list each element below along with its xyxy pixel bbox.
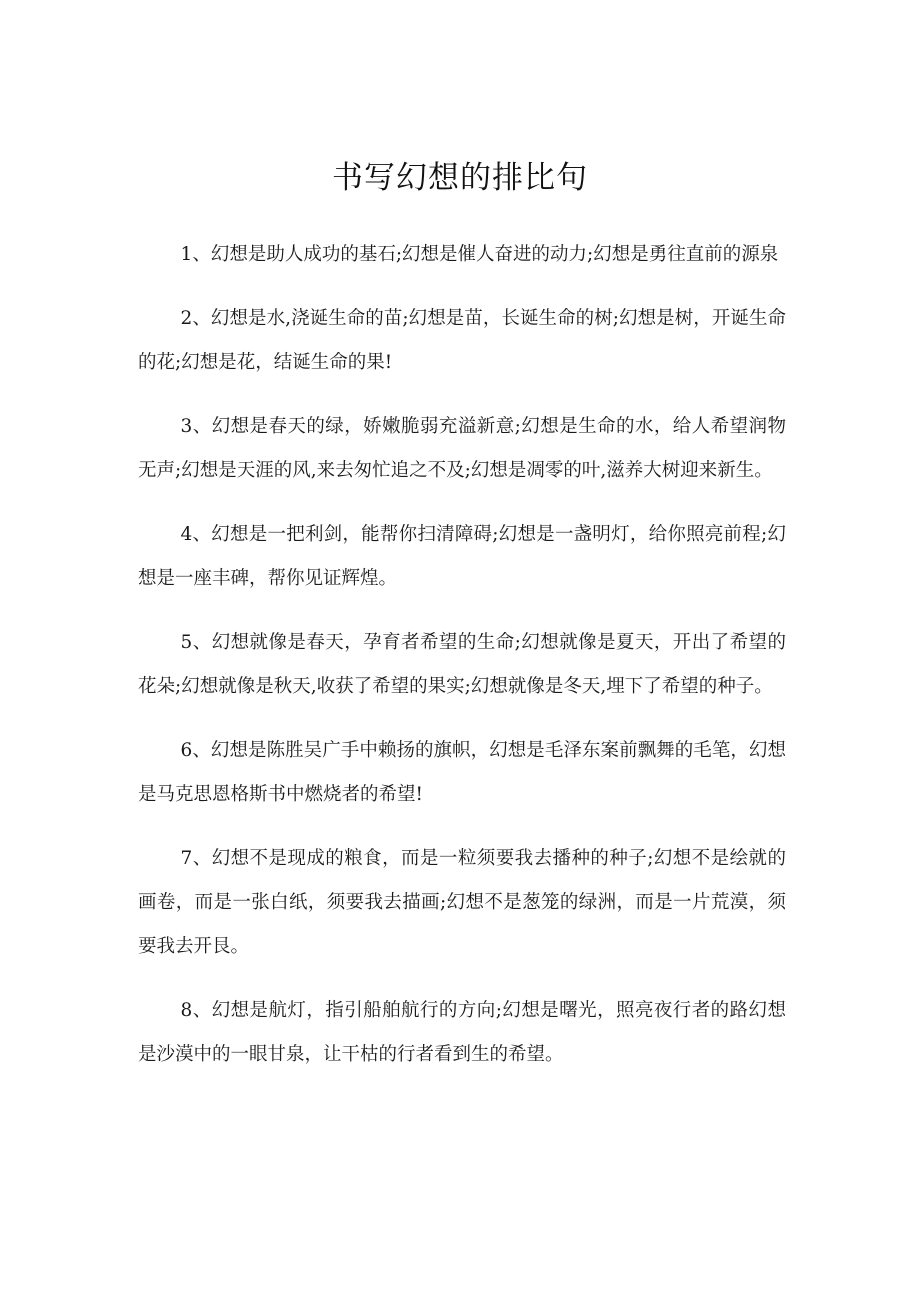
paragraph-1: 1、幻想是助人成功的基石;幻想是催人奋进的动力;幻想是勇往直前的源泉 (180, 244, 779, 265)
paragraph-3: 3、幻想是春天的绿，娇嫩脆弱充溢新意;幻想是生命的水，给人希望润物无声;幻想是天涯的风,来去匆忙追之不及;幻想是凋零的叶,滋养大树迎来新生。 (138, 416, 786, 481)
paragraph-7: 7、幻想不是现成的粮食，而是一粒须要我去播种的种子;幻想不是绘就的画卷，而是一张白纸，须要我去描画;幻想不是葱笼的绿洲，而是一片荒漠，须要我去开艮。 (138, 848, 786, 957)
paragraph-6: 6、幻想是陈胜吴广手中赖扬的旗帜，幻想是毛泽东案前飘舞的毛笔，幻想是马克思恩格斯书中燃烧者的希望! (138, 740, 786, 805)
paragraph-5: 5、幻想就像是春天，孕育者希望的生命;幻想就像是夏天，开出了希望的花朵;幻想就像是秋天,收获了希望的果实;幻想就像是冬天,埋下了希望的种子。 (138, 632, 786, 697)
document-body (138, 233, 786, 1097)
paragraph-2: 2、幻想是水,浇诞生命的苗;幻想是苗，长诞生命的树;幻想是树，开诞生命的花;幻想是花，结诞生命的果! (138, 308, 786, 373)
paragraph-8: 8、幻想是航灯，指引船舶航行的方向;幻想是曙光，照亮夜行者的路幻想是沙漠中的一眼甘泉，让干枯的行者看到生的希望。 (138, 1000, 786, 1065)
document-title: 书写幻想的排比句 (332, 160, 588, 196)
paragraph-4: 4、幻想是一把利剑，能帮你扫清障碍;幻想是一盏明灯，给你照亮前程;幻想是一座丰碑，帮你见证辉煌。 (138, 524, 786, 589)
